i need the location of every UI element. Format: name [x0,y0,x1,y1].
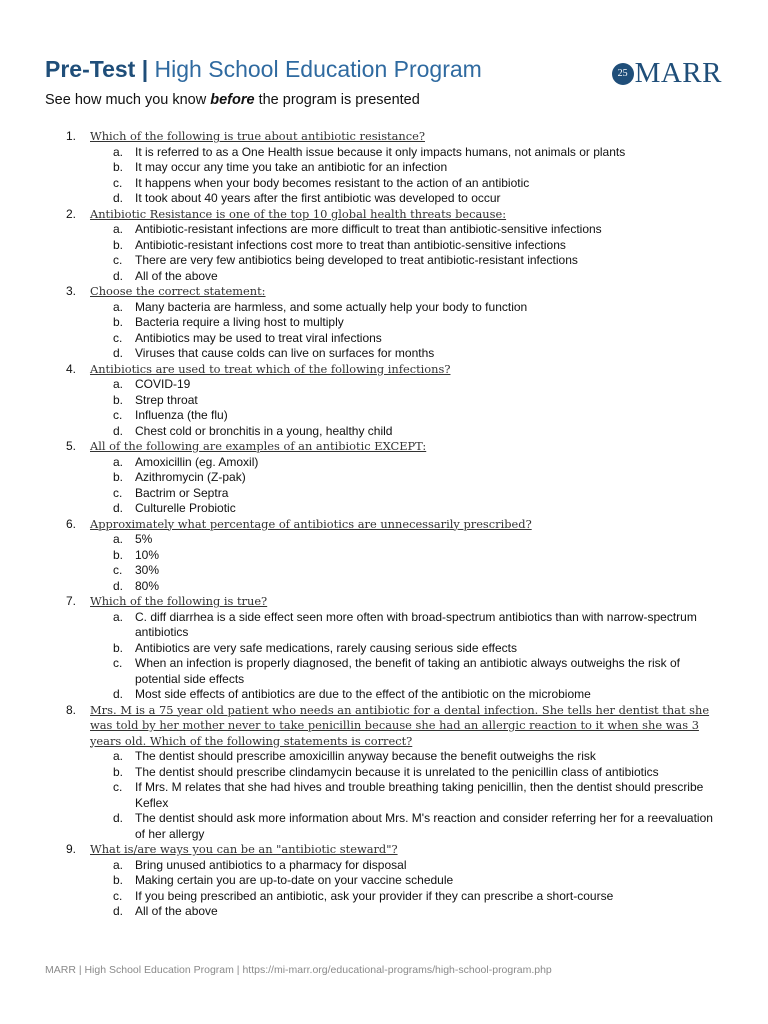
answer-option [44,765,724,781]
question-number: 7. [66,594,77,608]
answer-option [44,470,724,486]
answer-option-letter: d. [113,346,124,360]
page-header [45,56,725,96]
answer-option-text: Bacteria require a living host to multiply [135,315,344,329]
answer-option-text: Influenza (the flu) [135,408,228,422]
answer-option [44,532,724,548]
answer-option-text: If you being prescribed an antibiotic, ask your provider if they can prescribe a short-course [135,888,614,903]
answer-option-list [44,532,724,594]
question-number: 1. [66,129,77,143]
answer-option-list [44,300,724,362]
answer-option-letter: d. [113,268,124,283]
answer-option-text: Bactrim or Septra [135,485,229,500]
answer-option-text: All of the above [135,904,218,918]
answer-option [44,563,724,579]
answer-option-text: Bring unused antibiotics to a pharmacy for disposal [135,857,407,872]
answer-option-letter: c. [113,656,123,670]
question-text: Choose the correct statement: [90,284,266,298]
answer-option-list [44,610,724,703]
answer-option-text: It is referred to as a One Health issue because it only impacts humans, not animals or plants [135,144,626,159]
answer-option-letter: b. [113,237,124,252]
answer-option-letter: b. [113,470,124,484]
answer-option-letter: b. [113,873,124,887]
answer-option-letter: a. [113,532,124,546]
answer-option [44,858,724,874]
answer-option [44,393,724,409]
anniversary-badge-icon: 25 [612,63,634,85]
answer-option [44,145,724,161]
question-number: 5. [66,439,77,453]
answer-option [44,377,724,393]
subtitle-before: See how much you know [45,92,211,108]
answer-option-text: Strep throat [135,392,198,407]
answer-option-letter: a. [113,299,124,314]
answer-option-letter: a. [113,222,124,236]
answer-option-text: Antibiotic-resistant infections are more difficult to treat than antibiotic-sensitive infections [135,222,602,236]
answer-option-letter: b. [113,640,124,655]
question-text: Which of the following is true? [90,594,268,608]
page-subtitle [45,92,420,108]
answer-option-letter: c. [113,780,123,794]
answer-option-text: It may occur any time you take an antibiotic for an infection [135,160,448,174]
answer-option-text: Many bacteria are harmless, and some actually help your body to function [135,299,528,314]
answer-option-text: Chest cold or bronchitis in a young, healthy child [135,423,393,438]
answer-option-list [44,455,724,517]
answer-option [44,687,724,703]
title-pretest: Pre-Test [45,56,136,82]
question-item [44,842,724,920]
answer-option [44,176,724,192]
answer-option-text: Culturelle Probiotic [135,501,236,515]
question-number: 8. [66,702,77,717]
answer-option-letter: a. [113,609,124,624]
answer-option [44,300,724,316]
question-text: All of the following are examples of an antibiotic EXCEPT: [90,439,427,453]
answer-option-list [44,858,724,920]
answer-option [44,579,724,595]
answer-option-text: The dentist should prescribe clindamycin because it is unrelated to the penicillin class of antibiotics [135,764,659,779]
answer-option-list [44,222,724,284]
answer-option [44,641,724,657]
answer-option-letter: d. [113,423,124,438]
question-list [44,129,724,920]
marr-logo [612,59,722,88]
answer-option-letter: d. [113,687,124,701]
answer-option-text: Viruses that cause colds can live on surfaces for months [135,346,435,360]
answer-option [44,610,724,641]
question-text: Antibiotic Resistance is one of the top 10 global health threats because: [90,206,507,221]
answer-option [44,269,724,285]
answer-option-letter: d. [113,578,124,593]
answer-option-text: 80% [135,578,160,593]
answer-option-text: 30% [135,563,160,577]
page-footer: MARR | High School Education Program | https://mi-marr.org/educational-programs/high-school-program.php [45,964,552,976]
answer-option-letter: c. [113,330,123,345]
answer-option-text: COVID-19 [135,377,191,391]
answer-option-text: Azithromycin (Z-pak) [135,470,246,484]
answer-option-text: 10% [135,547,160,562]
answer-option-text: It happens when your body becomes resistant to the action of an antibiotic [135,175,530,190]
answer-option-text: Antibiotics may be used to treat viral infections [135,330,382,345]
answer-option [44,486,724,502]
answer-option [44,904,724,920]
answer-option [44,331,724,347]
answer-option [44,346,724,362]
question-text: Which of the following is true about antibiotic resistance? [90,129,425,143]
answer-option-letter: b. [113,547,124,562]
answer-option-text: All of the above [135,268,218,283]
answer-option-letter: c. [113,888,123,903]
question-item [44,439,724,517]
answer-option [44,315,724,331]
question-number: 9. [66,842,77,856]
subtitle-emphasis: before [210,92,255,108]
answer-option-letter: a. [113,749,124,763]
answer-option-letter: c. [113,485,123,500]
answer-option-letter: c. [113,253,123,267]
answer-option [44,238,724,254]
question-item [44,362,724,440]
question-number: 3. [66,284,77,298]
answer-option-list [44,749,724,842]
title-separator: | [135,56,155,82]
subtitle-after: the program is presented [254,92,420,108]
answer-option-text: The dentist should prescribe amoxicillin anyway because the benefit outweighs the risk [135,749,596,763]
answer-option-text: Antibiotic-resistant infections cost more to treat than antibiotic-sensitive infections [135,237,566,252]
question-item [44,594,724,703]
answer-option-list [44,145,724,207]
answer-option-letter: a. [113,377,124,391]
answer-option-letter: b. [113,392,124,407]
answer-option [44,548,724,564]
answer-option-text: The dentist should ask more information about Mrs. M's reaction and consider referring her for a reevaluation of her allergy [135,811,713,841]
answer-option-letter: b. [113,160,124,174]
question-text: Antibiotics are used to treat which of the following infections? [90,361,451,376]
page-title [45,56,482,83]
answer-option-text: 5% [135,532,153,546]
title-program: High School Education Program [154,56,482,82]
answer-option [44,873,724,889]
answer-option-text: It took about 40 years after the first antibiotic was developed to occur [135,191,501,205]
question-item [44,284,724,362]
question-text: Mrs. M is a 75 year old patient who needs an antibiotic for a dental infection. She tells her dentist that she was told by her mother never to take penicillin because she had an allergic reaction to it when she was 3 years old. Which of the following statements is correct? [90,702,710,748]
answer-option [44,191,724,207]
answer-option-text: When an infection is properly diagnosed, the benefit of taking an antibiotic always outweighs the risk of potential side effects [135,656,680,686]
question-item [44,517,724,595]
answer-option [44,749,724,765]
question-number: 6. [66,516,77,531]
answer-option-letter: b. [113,764,124,779]
answer-option-letter: a. [113,144,124,159]
answer-option-letter: d. [113,904,124,918]
answer-option [44,780,724,811]
answer-option [44,408,724,424]
answer-option-letter: b. [113,315,124,329]
question-number: 2. [66,206,77,221]
answer-option-list [44,377,724,439]
question-item [44,207,724,285]
answer-option [44,501,724,517]
answer-option [44,160,724,176]
answer-option [44,811,724,842]
answer-option-letter: d. [113,811,124,825]
question-text: Approximately what percentage of antibiotics are unnecessarily prescribed? [90,516,532,531]
answer-option-letter: c. [113,175,123,190]
answer-option [44,889,724,905]
answer-option-letter: a. [113,454,124,469]
answer-option-text: There are very few antibiotics being developed to treat antibiotic-resistant infections [135,253,578,267]
logo-wordmark: MARR [634,57,722,89]
answer-option [44,424,724,440]
answer-option-text: C. diff diarrhea is a side effect seen more often with broad-spectrum antibiotics than with narrow-spectrum antibiotics [135,609,697,639]
answer-option-letter: c. [113,408,123,422]
answer-option-text: If Mrs. M relates that she had hives and trouble breathing taking penicillin, then the dentist should prescribe Keflex [135,780,704,810]
question-number: 4. [66,361,77,376]
answer-option [44,455,724,471]
answer-option-text: Antibiotics are very safe medications, rarely causing serious side effects [135,640,517,655]
answer-option [44,656,724,687]
answer-option [44,222,724,238]
answer-option-letter: c. [113,563,123,577]
answer-option-text: Amoxicillin (eg. Amoxil) [135,454,259,469]
question-text: What is/are ways you can be an "antibiotic steward"? [90,842,398,856]
answer-option-letter: d. [113,191,124,205]
question-item [44,129,724,207]
answer-option-letter: d. [113,501,124,515]
answer-option-letter: a. [113,857,124,872]
question-item [44,703,724,843]
answer-option [44,253,724,269]
answer-option-text: Most side effects of antibiotics are due to the effect of the antibiotic on the microbiome [135,687,591,701]
answer-option-text: Making certain you are up-to-date on your vaccine schedule [135,873,454,887]
